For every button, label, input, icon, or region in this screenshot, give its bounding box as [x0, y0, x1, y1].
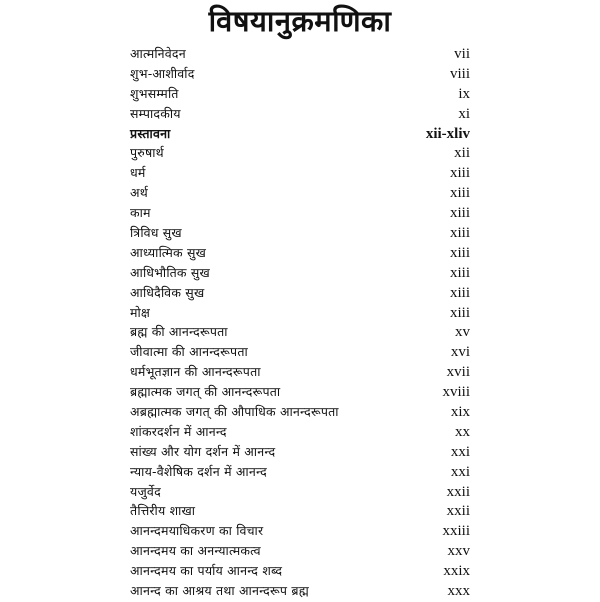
toc-page-number: xvii — [446, 364, 470, 381]
toc-page-number: xiii — [449, 205, 470, 222]
toc-page-number: viii — [449, 65, 470, 82]
toc-row — [130, 362, 470, 382]
toc-page-number: xv — [455, 324, 470, 341]
toc-entry-label: आध्यात्मिक सुख — [130, 244, 207, 260]
toc-entry-label: अर्थ — [130, 185, 148, 201]
toc-entry-label: आनन्दमयाधिकरण का विचार — [130, 523, 264, 539]
toc-row — [130, 64, 470, 84]
toc-entry-label: तैत्तिरीय शाखा — [130, 503, 196, 519]
toc-page-number: xii-xliv — [425, 125, 470, 142]
toc-entry-label: आधिदैविक सुख — [130, 284, 205, 300]
toc-entry-label: काम — [130, 205, 151, 221]
table-of-contents — [130, 44, 470, 601]
toc-entry-label: ब्रह्म की आनन्दरूपता — [130, 324, 228, 340]
toc-entry-label: आनन्द का आश्रय तथा आनन्दरूप ब्रह्म — [130, 583, 309, 599]
toc-page-number: xxix — [443, 563, 470, 580]
toc-page-number: xiii — [449, 284, 470, 301]
toc-row — [130, 482, 470, 502]
toc-entry-label: जीवात्मा की आनन्दरूपता — [130, 344, 248, 360]
toc-row — [130, 223, 470, 243]
toc-entry-label: न्याय-वैशेषिक दर्शन में आनन्द — [130, 463, 267, 479]
toc-page-number: xxiii — [442, 523, 470, 540]
toc-row — [130, 183, 470, 203]
toc-entry-label: अब्रह्मात्मक जगत् की औपाधिक आनन्दरूपता — [130, 404, 339, 420]
toc-row — [130, 104, 470, 124]
toc-row — [130, 581, 470, 601]
toc-entry-label: शुभसम्मति — [130, 85, 179, 101]
toc-row — [130, 303, 470, 323]
toc-page-number: xiii — [449, 185, 470, 202]
toc-page-number: xi — [458, 105, 470, 122]
toc-page-number: xxii — [446, 483, 470, 500]
toc-entry-label: धर्म — [130, 165, 146, 181]
toc-entry-label: प्रस्तावना — [130, 125, 171, 141]
toc-row — [130, 124, 470, 144]
toc-page-number: vii — [454, 46, 470, 62]
toc-row — [130, 422, 470, 442]
toc-entry-label: आनन्दमय का पर्याय आनन्द शब्द — [130, 563, 283, 579]
toc-page-number: xxii — [446, 503, 470, 520]
toc-entry-label: सम्पादकीय — [130, 105, 181, 121]
toc-page-number: xvi — [450, 344, 470, 361]
page-title: विषयानुक्रमणिका — [208, 4, 392, 38]
toc-entry-label: आधिभौतिक सुख — [130, 264, 210, 280]
toc-page-number: xxv — [447, 543, 470, 560]
toc-entry-label: त्रिविध सुख — [130, 225, 182, 241]
toc-page-number: xxx — [447, 583, 470, 600]
toc-page-number: xx — [455, 423, 470, 440]
toc-page-number: xxi — [450, 443, 470, 460]
toc-row — [130, 561, 470, 581]
toc-row — [130, 84, 470, 104]
toc-row — [130, 541, 470, 561]
toc-page-number: xxi — [450, 463, 470, 480]
toc-row — [130, 442, 470, 462]
toc-entry-label: शांकरदर्शन में आनन्द — [130, 423, 227, 439]
toc-entry-label: सांख्य और योग दर्शन में आनन्द — [130, 443, 276, 459]
toc-entry-label: धर्मभूतज्ञान की आनन्दरूपता — [130, 364, 261, 380]
toc-page-number: xiii — [449, 264, 470, 281]
toc-row — [130, 521, 470, 541]
toc-row — [130, 163, 470, 183]
toc-page-number: xiii — [449, 165, 470, 182]
toc-row — [130, 342, 470, 362]
toc-row — [130, 402, 470, 422]
toc-page-number: xiii — [449, 244, 470, 261]
toc-row — [130, 243, 470, 263]
toc-row — [130, 322, 470, 342]
toc-row — [130, 143, 470, 163]
toc-row — [130, 501, 470, 521]
toc-page-number: ix — [458, 85, 470, 102]
toc-entry-label: यजुर्वेद — [130, 483, 161, 499]
toc-entry-label: आनन्दमय का अनन्यात्मकत्व — [130, 543, 261, 559]
toc-row — [130, 382, 470, 402]
toc-entry-label: पुरुषार्थ — [130, 145, 164, 161]
toc-row — [130, 263, 470, 283]
toc-page-number: xiii — [449, 304, 470, 321]
toc-entry-label: शुभ-आशीर्वाद — [130, 65, 195, 81]
toc-row — [130, 462, 470, 482]
toc-page-number: xiii — [449, 225, 470, 242]
toc-page-number: xviii — [442, 384, 470, 401]
toc-page-number: xix — [450, 404, 470, 421]
toc-entry-label: ब्रह्मात्मक जगत् की आनन्दरूपता — [130, 384, 281, 400]
toc-row — [130, 283, 470, 303]
toc-row — [130, 44, 470, 64]
toc-entry-label: मोक्ष — [130, 304, 151, 320]
toc-entry-label: आत्मनिवेदन — [130, 46, 186, 61]
toc-row — [130, 203, 470, 223]
toc-page-number: xii — [454, 145, 470, 162]
